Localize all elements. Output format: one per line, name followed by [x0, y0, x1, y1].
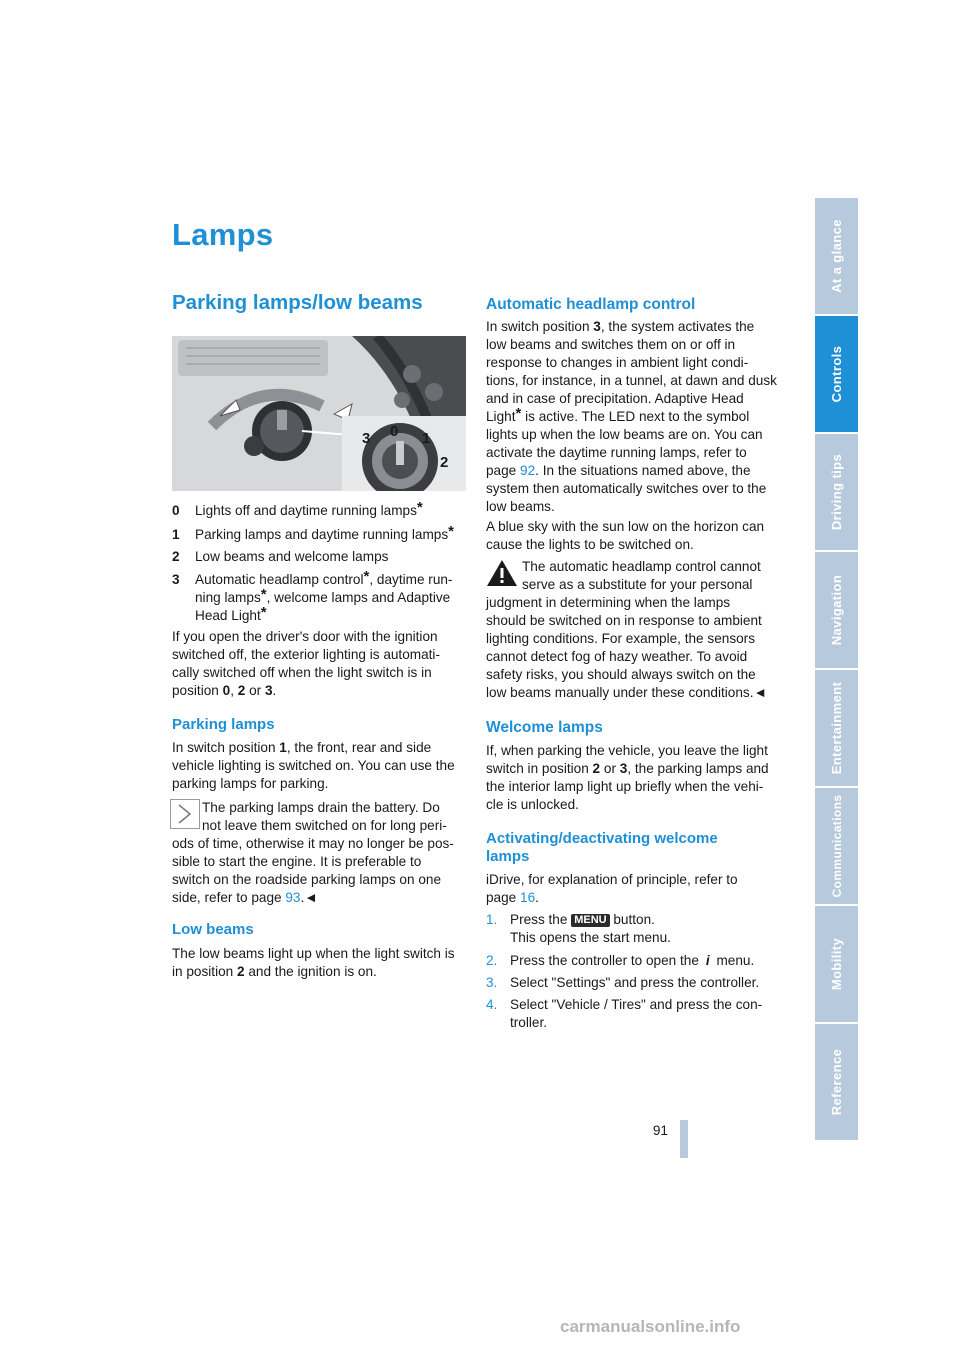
list-item: 1. Press the MENU button. This opens the start menu.: [486, 912, 671, 945]
chapter-sidebar: [815, 198, 858, 1142]
tab-communications[interactable]: Communications: [815, 788, 858, 906]
warning-note: The automatic headlamp control cannot serve as a substitute for your personal judgment in determining when the lamps should be switched on in response to ambient lighting conditions. For example, the sensors cannot detect fog of hazy weather. To avoid safety risks, you should always switch on the low beams manually under these conditions.◄: [486, 559, 767, 700]
menu-button-icon: MENU: [571, 914, 609, 927]
list-item: 0 Lights off and daytime running lamps*: [172, 499, 423, 518]
list-item: 1 Parking lamps and daytime running lamps*: [172, 523, 454, 542]
section-heading-parking-low: Parking lamps/low beams: [172, 291, 423, 314]
tab-at-a-glance[interactable]: At a glance: [815, 198, 858, 316]
optional-star-icon: *: [260, 604, 267, 621]
list-item: 3 Automatic headlamp control*, daytime run- ning lamps*, welcome lamps and Adaptive Head Light*: [172, 568, 453, 623]
subheading-parking-lamps: Parking lamps: [172, 716, 275, 733]
dial-label-2: 2: [440, 454, 449, 471]
optional-star-icon: *: [260, 586, 267, 603]
list-item: 4. Select "Vehicle / Tires" and press the con- troller.: [486, 997, 763, 1030]
tab-navigation[interactable]: Navigation: [815, 552, 858, 670]
optional-star-icon: *: [448, 523, 454, 540]
page-number-bar: [680, 1120, 688, 1158]
optional-star-icon: *: [416, 499, 423, 516]
page-title: Lamps: [172, 217, 274, 252]
page-link-16[interactable]: 16: [520, 890, 536, 905]
page-link-92[interactable]: 92: [520, 463, 536, 478]
list-item: 2. Press the controller to open the i menu.: [486, 953, 755, 968]
tab-entertainment[interactable]: Entertainment: [815, 670, 858, 788]
parking-lamps-note: The parking lamps drain the battery. Do not leave them switched on for long peri- ods of time, otherwise it may no longer be pos- sible to start the engine. It is preferable to switch on the roadside parking lamps on one side, refer to page 93.◄: [172, 800, 454, 905]
info-icon: i: [705, 953, 710, 968]
subheading-activating-welcome: Activating/deactivating welcome lamps: [486, 830, 718, 865]
automatic-headlamp-paragraph: In switch position 3, the system activates the low beams and switches them on or off in response to changes in ambient light condi- tions, for instance, in a tunnel, at dawn and dusk and in case of precipitation. Adaptive Head Light* is active. The LED next to the symbol lights up when the low beams are on. You can activate the daytime running lamps, refer to page 92. In the situations named above, the system then automatically switches over to the low beams.: [486, 319, 777, 514]
tab-controls[interactable]: Controls: [815, 316, 858, 434]
list-item: 3. Select "Settings" and press the controller.: [486, 975, 760, 990]
subheading-automatic-headlamp: Automatic headlamp control: [486, 296, 696, 313]
page-number: 91: [652, 1123, 668, 1138]
list-item: 2 Low beams and welcome lamps: [172, 549, 389, 564]
dial-label-3: 3: [362, 430, 371, 447]
optional-star-icon: *: [515, 405, 522, 422]
low-beams-paragraph: The low beams light up when the light switch is in position 2 and the ignition is on.: [172, 946, 455, 979]
tab-reference[interactable]: Reference: [815, 1024, 858, 1142]
tab-mobility[interactable]: Mobility: [815, 906, 858, 1024]
tab-driving-tips[interactable]: Driving tips: [815, 434, 858, 552]
page-link-93[interactable]: 93: [285, 890, 301, 905]
watermark: carmanualsonline.info: [560, 1317, 741, 1336]
light-switch-illustration: [172, 336, 466, 491]
idrive-paragraph: iDrive, for explanation of principle, refer to page 16.: [486, 872, 738, 905]
optional-star-icon: *: [363, 568, 370, 585]
subheading-welcome-lamps: Welcome lamps: [486, 719, 603, 736]
light-switch-figure: [172, 336, 466, 491]
subheading-low-beams: Low beams: [172, 921, 254, 938]
dial-label-0: 0: [390, 423, 399, 440]
sun-paragraph: A blue sky with the sun low on the horizon can cause the lights to be switched on.: [486, 519, 765, 552]
parking-lamps-paragraph: In switch position 1, the front, rear and side vehicle lighting is switched on. You can use the parking lamps for parking.: [172, 740, 455, 791]
dial-label-1: 1: [422, 430, 431, 447]
welcome-lamps-paragraph: If, when parking the vehicle, you leave the light switch in position 2 or 3, the parking lamps and the interior lamp light up briefly when the vehi- cle is unlocked.: [486, 743, 769, 812]
intro-paragraph: If you open the driver's door with the ignition switched off, the exterior lighting is automati- cally switched off when the light switch is in position 0, 2 or 3.: [172, 629, 440, 698]
